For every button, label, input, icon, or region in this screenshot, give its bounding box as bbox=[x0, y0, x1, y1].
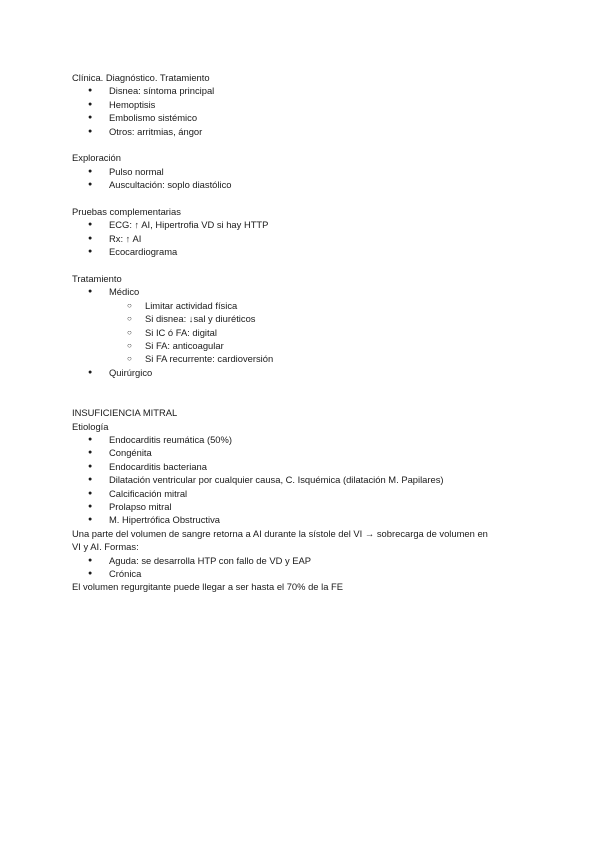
list-item: ● Otros: arritmias, ángor bbox=[72, 125, 532, 138]
list-item: ● M. Hipertrófica Obstructiva bbox=[72, 513, 532, 526]
list-tratamiento bbox=[72, 285, 532, 379]
section-heading-tratamiento: Tratamiento bbox=[72, 273, 122, 285]
spacer bbox=[72, 259, 532, 272]
sub-list-item: ○ Si FA: anticoagular bbox=[72, 339, 532, 352]
list-item: ● Crónica bbox=[72, 567, 532, 580]
paragraph-final: El volumen regurgitante puede llegar a ser hasta el 70% de la FE bbox=[72, 581, 343, 593]
section-heading-pruebas: Pruebas complementarias bbox=[72, 206, 181, 218]
document-content bbox=[72, 71, 532, 594]
paragraph-line: Una parte del volumen de sangre retorna a AI durante la sístole del VI → sobrecarga de volumen en bbox=[72, 527, 488, 539]
spacer bbox=[72, 138, 532, 151]
list-item: ● Aguda: se desarrolla HTP con fallo de VD y EAP bbox=[72, 554, 532, 567]
list-item: ● Disnea: síntoma principal bbox=[72, 84, 532, 97]
list-item: ● Hemoptisis bbox=[72, 98, 532, 111]
list-item: ● Auscultación: soplo diastólico bbox=[72, 178, 532, 191]
list-item: ● Calcificación mitral bbox=[72, 487, 532, 500]
section-heading-etiologia: Etiología bbox=[72, 420, 109, 432]
list-pruebas bbox=[72, 218, 532, 258]
list-item: ● Rx: ↑ AI bbox=[72, 232, 532, 245]
list-item: ● Pulso normal bbox=[72, 165, 532, 178]
list-item: ● ECG: ↑ AI, Hipertrofia VD si hay HTTP bbox=[72, 218, 532, 231]
paragraph-line: VI y AI. Formas: bbox=[72, 541, 139, 553]
sub-list-item: ○ Si IC ó FA: digital bbox=[72, 326, 532, 339]
list-item: ● Endocarditis bacteriana bbox=[72, 460, 532, 473]
list-item: ● Dilatación ventricular por cualquier causa, C. Isquémica (dilatación M. Papilares) bbox=[72, 473, 532, 486]
list-item: ● Embolismo sistémico bbox=[72, 111, 532, 124]
list-item: ● Ecocardiograma bbox=[72, 245, 532, 258]
list-item: ● Congénita bbox=[72, 446, 532, 459]
sub-list-item: ○ Si disnea: ↓sal y diuréticos bbox=[72, 312, 532, 325]
section-heading-exploracion: Exploración bbox=[72, 152, 121, 164]
list-exploracion bbox=[72, 165, 532, 192]
sub-list-item: ○ Limitar actividad física bbox=[72, 299, 532, 312]
list-item-medico: ● Médico bbox=[72, 285, 532, 298]
section-title-insuficiencia-mitral: INSUFICIENCIA MITRAL bbox=[72, 407, 178, 419]
list-etiologia bbox=[72, 433, 532, 527]
list-item: ● Endocarditis reumática (50%) bbox=[72, 433, 532, 446]
sub-list-item: ○ Si FA recurrente: cardioversión bbox=[72, 352, 532, 365]
section-heading-clinica: Clínica. Diagnóstico. Tratamiento bbox=[72, 72, 210, 83]
list-formas bbox=[72, 554, 532, 581]
spacer bbox=[72, 379, 532, 406]
spacer bbox=[72, 192, 532, 205]
list-item: ● Prolapso mitral bbox=[72, 500, 532, 513]
list-item-quirurgico: ● Quirúrgico bbox=[72, 366, 532, 379]
list-clinica bbox=[72, 84, 532, 138]
